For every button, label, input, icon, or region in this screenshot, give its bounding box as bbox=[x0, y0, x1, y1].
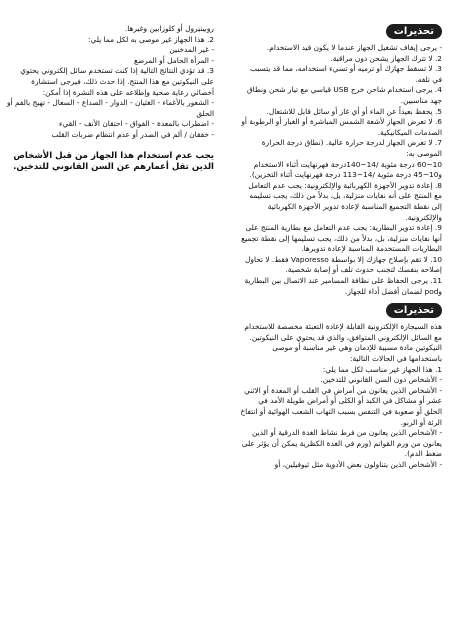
warnings-header bbox=[240, 24, 442, 39]
warning-item: 6. لا تعرض الجهاز لأشعة الشمس المباشرة أو الغبار أو الرطوبة أو الصدمات الميكانيكية. bbox=[241, 117, 442, 137]
age-warning: يجب عدم استخدام هذا الجهاز من قبل الأشخاص الذين تقل أعمارهم عن السن القانوني للتدخين. bbox=[13, 150, 214, 172]
warning-item: 3. لا تسقط جهازك أو ترميه أو تسيء استخدامه، مما قد يتسبب في تلفه. bbox=[250, 64, 442, 84]
text-line: - الشعور بالأغماء - الغثيان - الدوار - الصداع - السعال - تهيج بالفم أو الحلق bbox=[7, 98, 214, 118]
warning-item: - الأشخاص الذين يتناولون بعض الأدوية مثل ثيوفيلين، أو bbox=[274, 459, 442, 469]
warning-item: 10~60 درجة مئوية /14~140درجة فهرنهايت أثناء الاستخدام و10~45 درجة مئوية /14~113 درجة فهرنهايت أثناء التخزين). bbox=[249, 159, 442, 180]
warning-item: 4. يرجى استخدام شاحن خرج USB قياسي مع تيار شحن ونطاق جهد مناسبين. bbox=[246, 85, 442, 105]
warning-item: 2. لا تترك الجهاز يشحن دون مراقبة. bbox=[330, 53, 442, 63]
warning-item: 11. يرجى الحفاظ على نظافة المسامير عند الاتصال بين البطارية وpod لضمان أفضل أداء للجهاز. bbox=[244, 276, 442, 296]
warning-item: - يرجى إيقاف تشغيل الجهاز عندما لا يكون قيد الاستخدام. bbox=[266, 43, 442, 52]
warnings-header-2 bbox=[240, 303, 442, 318]
warning-item: 1. هذا الجهاز غير مناسب لكل مما يلي: bbox=[322, 364, 442, 374]
warning-item: 8. إعادة تدوير الأجهزة الكهربائية والإلكترونية: يجب عدم التعامل مع المنتج على أنه نفايات منزلية، بل، بدلاً من ذلك، يجب تسليمه إلى نقطة التجميع المناسبة لإعادة تدوير الأجهزة الكهربائية والإلكترونية. bbox=[248, 180, 442, 222]
warning-item: 9. إعادة تدوير البطارية: يجب عدم التعامل مع بطارية المنتج على أنها نفايات منزلية، بل، بدلاً من ذلك، يجب تسليمها إلى نقطة تجميع البطاريات المستخدمة المناسبة لإعادة تدويرها. bbox=[241, 223, 442, 254]
warning-item: - الأشخاص الذين يعانون من فرط نشاط الغدة الدرقية أو الذين يعانون من ورم القواتم (ورم في الغدة الكظرية يمكن أن يؤثر على ضغط الدم). bbox=[241, 428, 442, 459]
warning-item: - الأشخاص الذين يعانون من أمراض في القلب أو المعدة أو الاثني عشر أو مشاكل في الكبد أو الكلى أو أمراض طويلة الأمد في الحلق أو صعوبة في التنفس بسبب التهاب الشعب الهوائية أو انتفاخ الرئة أو الربو. bbox=[240, 385, 442, 427]
text-line: روبينيرول أو كلوزابين وغيرها. bbox=[124, 24, 214, 33]
warning-item: 7. لا تعرض الجهاز لدرجة حرارة عالية. (نطاق درجة الحرارة الموصى به: bbox=[261, 138, 442, 158]
text-line: - اضطراب بالمعدة - الفواق - احتقان الأنف - القيء bbox=[58, 119, 214, 129]
warnings-title: تحذيرات bbox=[386, 24, 442, 39]
warning-item: هذه السيجارة الإلكترونية القابلة لإعادة التعبئة مخصصة للاستخدام مع السائل الإلكتروني المتوافق، والذي قد يحتوي على النيكوتين. النيكوتين مادة مسببة للإدمان وهي غير مناسبة أو موصى باستخدامها في الحالات التالية: bbox=[244, 322, 442, 364]
text-line: - خفقان / ألم في الصدر أو عدم انتظام ضربات القلب bbox=[51, 129, 214, 139]
warning-item: - الأشخاص دون السن القانوني للتدخين. bbox=[320, 375, 442, 385]
right-column bbox=[240, 24, 442, 471]
warning-item: 5. يحفظ بعيداً عن الماء أو أي غاز أو سائل قابل للاشتعال. bbox=[266, 106, 442, 116]
text-line: 3. قد تؤدي النتائج التالية إذا كنت تستخدم سائل إلكتروني يحتوي على النيكوتين مع هذا المنتج. إذا حدث ذلك، فيرجى استشارة أخصائي رعاية صحية وإطلاعه على هذه النشرة إذا أمكن: bbox=[20, 66, 214, 97]
warnings-title-2: تحذيرات bbox=[386, 303, 442, 318]
warning-item: 10. لا تقم بإصلاح جهازك إلا بواسطة Vaporesso فقط. لا تحاول إصلاحه بنفسك لتجنب حدوث تلف أو إصابة شخصية. bbox=[245, 254, 442, 275]
text-line: - غير المدخنين bbox=[169, 45, 214, 55]
text-line: 2. هذا الجهاز غير موصى به لكل مما يلي: bbox=[88, 34, 214, 44]
text-line: - المرأة الحامل أو المرضع bbox=[133, 55, 214, 65]
left-column bbox=[6, 24, 214, 173]
